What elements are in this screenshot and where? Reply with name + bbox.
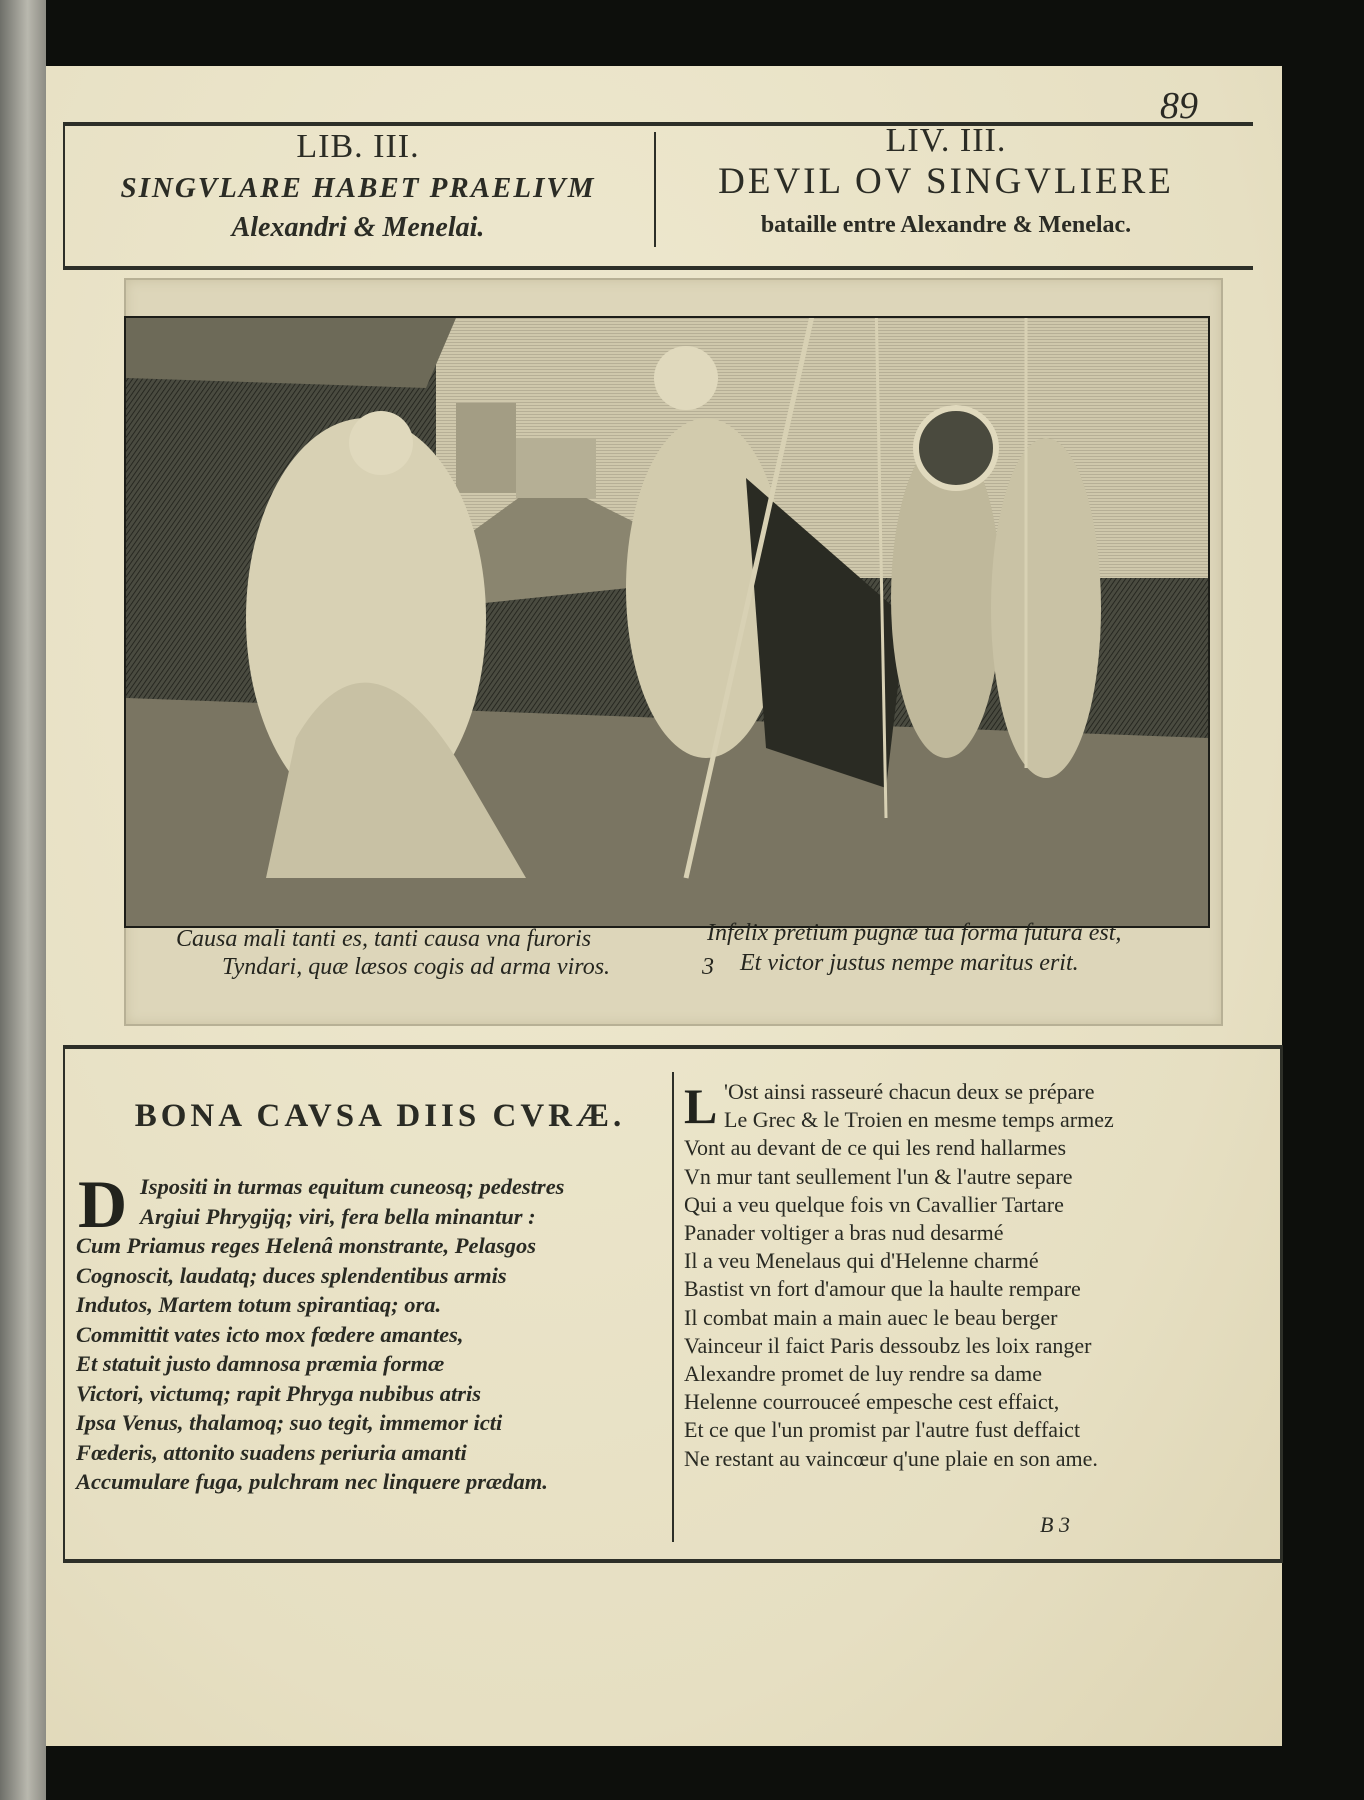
- latin-line: Committit vates icto mox fœdere amantes,: [76, 1321, 464, 1347]
- french-book-label: LIV. III.: [885, 122, 1007, 159]
- french-poem: [684, 1078, 1114, 1473]
- caption-left-line-1: Causa mali tanti es, tanti causa vna furoris: [176, 926, 592, 952]
- caption-right-line-2: Et victor justus nempe maritus erit.: [740, 950, 1079, 976]
- french-line: Vn mur tant seullement l'un & l'autre separe: [684, 1163, 1073, 1189]
- french-line: 'Ost ainsi rasseuré chacun deux se prépare: [724, 1079, 1095, 1104]
- french-line: Bastist vn fort d'amour que la haulte rempare: [684, 1276, 1081, 1302]
- signature-mark: B 3: [1040, 1512, 1070, 1537]
- caption-left-line-2: Tyndari, quæ læsos cogis ad arma viros.: [222, 954, 611, 980]
- engraving-image: [124, 316, 1210, 928]
- latin-line: Victori, victumq; rapit Phryga nubibus atris: [76, 1380, 482, 1406]
- latin-poem-heading: BONA CAVSA DIIS CVRÆ.: [134, 1098, 626, 1134]
- latin-line: Et statuit justo damnosa præmia formæ: [76, 1351, 445, 1376]
- french-line: Il a veu Menelaus qui d'Helenne charmé: [684, 1248, 1039, 1274]
- french-title: DEVIL OV SINGVLIERE: [718, 161, 1174, 202]
- latin-line: Ispositi in turmas equitum cuneosq; pedestres: [140, 1174, 565, 1199]
- french-subtitle: bataille entre Alexandre & Menelac.: [760, 212, 1132, 238]
- french-line: Vainceur il faict Paris dessoubz les loix ranger: [684, 1332, 1092, 1358]
- french-line: Il combat main a main auec le beau berger: [684, 1304, 1058, 1330]
- french-line: Et ce que l'un promist par l'autre fust deffaict: [684, 1417, 1081, 1443]
- latin-line: Cum Priamus reges Helenâ monstrante, Pelasgos: [76, 1233, 537, 1258]
- latin-line: Fœderis, attonito suadens periuria amanti: [76, 1439, 467, 1465]
- french-line: Ne restant au vaincœur q'une plaie en son ame.: [684, 1445, 1098, 1471]
- latin-poem: [76, 1166, 565, 1497]
- drop-cap-d: D: [78, 1166, 128, 1242]
- latin-line: Ipsa Venus, thalamoq; suo tegit, immemor icti: [76, 1410, 503, 1435]
- latin-line: Cognoscit, laudatq; duces splendentibus armis: [76, 1262, 507, 1288]
- latin-line: Argiui Phrygijq; viri, fera bella minantur :: [140, 1203, 536, 1229]
- caption-right-line-1: Infelix pretium pugnæ tua forma futura est,: [707, 920, 1122, 946]
- french-line: Alexandre promet de luy rendre sa dame: [684, 1361, 1042, 1387]
- plate-number: 3: [702, 954, 714, 980]
- latin-subtitle: Alexandri & Menelai.: [231, 212, 485, 243]
- french-line: Le Grec & le Troien en mesme temps armez: [724, 1107, 1114, 1133]
- latin-line: Accumulare fuga, pulchram nec linquere prædam.: [76, 1469, 548, 1494]
- engraving-illustration: [126, 318, 1208, 926]
- page-number: 89: [1160, 85, 1198, 127]
- latin-line: Indutos, Martem totum spirantiaq; ora.: [76, 1292, 442, 1317]
- french-line: Helenne courrouceé empesche cest effaict,: [684, 1389, 1060, 1415]
- column-divider: [672, 1072, 674, 1542]
- adjacent-page-edge: [0, 0, 46, 1800]
- french-line: Vont au devant de ce qui les rend hallarmes: [684, 1135, 1067, 1161]
- latin-book-label: LIB. III.: [296, 128, 420, 165]
- drop-cap-l: L: [684, 1078, 718, 1134]
- french-line: Qui a veu quelque fois vn Cavallier Tartare: [684, 1191, 1064, 1217]
- latin-title: SINGVLARE HABET PRAELIVM: [120, 172, 596, 204]
- french-line: Panader voltiger a bras nud desarmé: [684, 1220, 1004, 1246]
